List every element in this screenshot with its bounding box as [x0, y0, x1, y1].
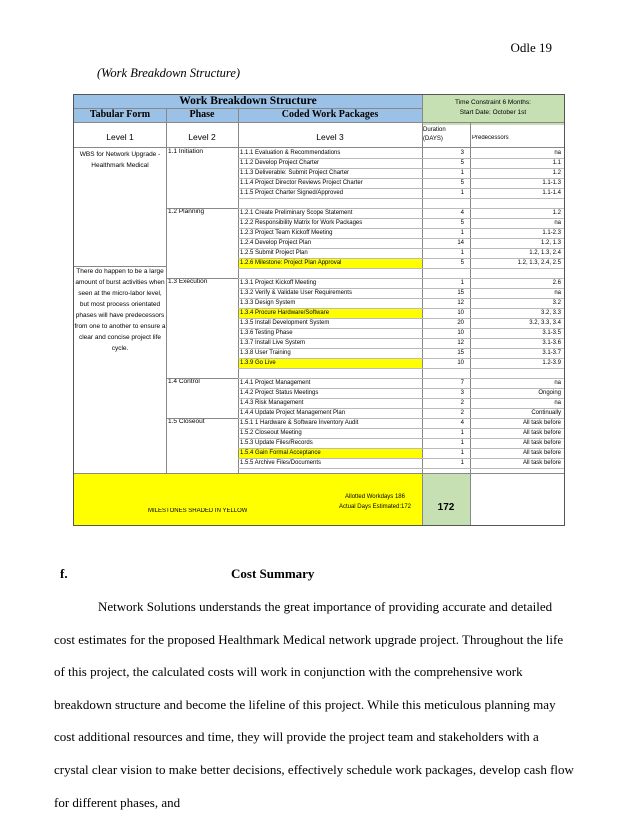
- row-line: [238, 268, 564, 269]
- row-line: [238, 408, 564, 409]
- table-row: [238, 238, 564, 248]
- row-duration: 7: [460, 380, 464, 386]
- row-duration: 15: [457, 350, 464, 356]
- grid-line: [166, 208, 238, 209]
- col-tabular-form: Tabular Form: [74, 108, 166, 122]
- row-duration: 4: [460, 210, 464, 216]
- row-line: [238, 378, 564, 379]
- total-days-cell: [422, 473, 470, 525]
- row-duration: 14: [457, 240, 464, 246]
- row-task: 1.3.9 Go Live: [240, 360, 276, 366]
- wbs-title: Work Breakdown Structure: [74, 95, 422, 108]
- table-row: [238, 328, 564, 338]
- grid-line: [166, 108, 167, 473]
- grid-line: [74, 108, 422, 109]
- row-predecessors: 3.1-3.7: [542, 350, 561, 356]
- row-line: [238, 168, 564, 169]
- row-predecessors: 3.2, 3.3, 3.4: [529, 320, 561, 326]
- table-row: [238, 378, 564, 388]
- row-duration: 10: [457, 310, 464, 316]
- page-number: Odle 19: [510, 40, 552, 55]
- col-phase: Phase: [166, 108, 238, 122]
- row-predecessors: 1.1-2.3: [542, 230, 561, 236]
- grid-line: [470, 122, 471, 525]
- row-line: [238, 248, 564, 249]
- row-predecessors: 3.1-3.5: [542, 330, 561, 336]
- duration-header: [423, 126, 446, 144]
- row-line: [238, 348, 564, 349]
- row-predecessors: 3.1-3.6: [542, 340, 561, 346]
- row-duration: 10: [457, 330, 464, 336]
- row-predecessors: na: [554, 150, 561, 156]
- row-task: 1.2.5 Submit Project Plan: [240, 250, 308, 256]
- phase-initiation: 1.1 Initiation: [168, 148, 204, 155]
- level1-wbs-label: WBS for Network Upgrade - Healthmark Medical: [79, 151, 161, 169]
- row-duration: 3: [460, 390, 464, 396]
- section-letter: f.: [60, 566, 68, 581]
- row-duration: 1: [460, 440, 464, 446]
- grid-line: [166, 278, 238, 279]
- row-line: [238, 308, 564, 309]
- row-line: [238, 298, 564, 299]
- grid-line: [166, 378, 238, 379]
- row-predecessors: na: [554, 220, 561, 226]
- row-line: [238, 258, 564, 259]
- phase-planning: 1.2 Planning: [168, 208, 205, 215]
- row-duration: 2: [460, 400, 464, 406]
- phase-execution: 1.3 Execution: [168, 278, 208, 285]
- total-days: 172: [437, 502, 455, 513]
- row-line: [238, 188, 564, 189]
- grid-line: [74, 473, 564, 474]
- row-duration: 1: [460, 450, 464, 456]
- grid-line: [74, 266, 166, 267]
- row-task: 1.2.3 Project Team Kickoff Meeting: [240, 230, 333, 236]
- body-paragraph: Network Solutions understands the great importance of providing accurate and detailed cost estimates for the proposed Healthmark Medical network upgrade project. Throughout the life of this project, the calculated costs will work in conjunction with the comprehensive work breakdown structure and become the lifeline of this project. While this meticulous planning may cost additional resources and time, they will provide the project team and stakeholders with a crystal clear vision to make better decisions, effectively schedule work packages, develop cash flow for different phases, and: [54, 599, 574, 810]
- allotted-line2: Actual Days Estimated:172: [338, 504, 412, 510]
- table-row-milestone: [238, 308, 564, 318]
- table-row: [238, 158, 564, 168]
- table-row: [238, 428, 564, 438]
- level1-header: Level 1: [106, 132, 134, 142]
- grid-line: [422, 95, 423, 525]
- table-row: [238, 458, 564, 468]
- table-row: [238, 408, 564, 418]
- row-predecessors: na: [554, 400, 561, 406]
- row-task: 1.3.5 Install Development System: [240, 320, 330, 326]
- row-task: 1.1.4 Project Director Reviews Project Charter: [240, 180, 363, 186]
- row-predecessors: 3.2: [552, 300, 561, 306]
- row-task: 1.2.6 Milestone: Project Plan Approval: [240, 260, 342, 266]
- row-predecessors: 1.2, 1.3, 2.4, 2.5: [517, 260, 561, 266]
- row-line: [238, 328, 564, 329]
- row-predecessors: All task before: [522, 440, 561, 446]
- row-task: 1.5.1 1 Hardware & Software Inventory Audit: [240, 420, 359, 426]
- row-line: [238, 178, 564, 179]
- row-line: [238, 428, 564, 429]
- row-task: 1.1.2 Develop Project Charter: [240, 160, 320, 166]
- row-line: [238, 318, 564, 319]
- row-line: [238, 368, 564, 369]
- row-task: 1.1.5 Project Charter Signed/Approved: [240, 190, 344, 196]
- row-duration: 1: [460, 430, 464, 436]
- row-duration: 20: [457, 320, 464, 326]
- row-predecessors: 1.2-3.9: [542, 360, 561, 366]
- row-line: [238, 358, 564, 359]
- row-predecessors: 1.1: [552, 160, 561, 166]
- allotted-line1: Allotted Workdays 186: [345, 494, 405, 500]
- row-duration: 1: [460, 280, 464, 286]
- row-task: 1.5.2 Closeout Meeting: [240, 430, 302, 436]
- table-row: [238, 348, 564, 358]
- duration-line2: (DAYS): [423, 136, 443, 142]
- table-row: [238, 248, 564, 258]
- grid-line: [166, 418, 238, 419]
- row-task: 1.5.4 Gain Formal Acceptance: [240, 450, 321, 456]
- row-predecessors: 1.2: [552, 170, 561, 176]
- row-line: [238, 418, 564, 419]
- row-line: [238, 398, 564, 399]
- table-row: [238, 188, 564, 198]
- time-constraint-line2: Start Date: October 1st: [459, 109, 527, 116]
- row-duration: 5: [460, 260, 464, 266]
- row-duration: 1: [460, 460, 464, 466]
- table-row: [238, 388, 564, 398]
- row-line: [238, 338, 564, 339]
- row-duration: 5: [460, 220, 464, 226]
- row-line: [238, 388, 564, 389]
- predecessors-header: Predecessors: [472, 135, 509, 141]
- row-predecessors: na: [554, 380, 561, 386]
- row-line: [238, 198, 564, 199]
- row-line: [238, 208, 564, 209]
- row-duration: 12: [457, 300, 464, 306]
- row-predecessors: 1.2: [552, 210, 561, 216]
- row-task: 1.3.2 Verify & Validate User Requirements: [240, 290, 352, 296]
- row-duration: 10: [457, 360, 464, 366]
- row-line: [238, 228, 564, 229]
- row-predecessors: 1.2, 1.3, 2.4: [529, 250, 561, 256]
- row-duration: 15: [457, 290, 464, 296]
- row-predecessors: 2.6: [552, 280, 561, 286]
- row-line: [238, 438, 564, 439]
- table-row-milestone: [238, 258, 564, 268]
- level2-header: Level 2: [188, 132, 216, 142]
- row-duration: 2: [460, 410, 464, 416]
- row-duration: 1: [460, 190, 464, 196]
- row-predecessors: 1.2, 1.3: [540, 240, 561, 246]
- row-task: 1.3.8 User Training: [240, 350, 291, 356]
- row-predecessors: All task before: [522, 420, 561, 426]
- row-duration: 5: [460, 180, 464, 186]
- row-task: 1.3.4 Procure Hardware/Software: [240, 310, 330, 316]
- row-duration: 5: [460, 160, 464, 166]
- col-coded-work-packages: Coded Work Packages: [238, 108, 422, 122]
- table-row: [238, 218, 564, 228]
- time-constraint: [422, 95, 564, 125]
- row-task: 1.5.5 Archive Files/Documents: [240, 460, 322, 466]
- row-task: 1.3.6 Testing Phase: [240, 330, 293, 336]
- table-row: [238, 318, 564, 328]
- row-task: 1.4.1 Project Management: [240, 380, 311, 386]
- wbs-table: [73, 94, 565, 526]
- phase-control: 1.4 Control: [168, 378, 200, 385]
- row-task: 1.1.1 Evaluation & Recommendations: [240, 150, 341, 156]
- phase-closeout: 1.5 Closeout: [168, 418, 205, 425]
- row-task: 1.4.4 Update Project Management Plan: [240, 410, 346, 416]
- row-task: 1.4.2 Project Status Meetings: [240, 390, 319, 396]
- row-duration: 4: [460, 420, 464, 426]
- table-row: [238, 148, 564, 158]
- row-task: 1.3.7 Install Live System: [240, 340, 306, 346]
- row-task: 1.1.3 Deliverable: Submit Project Charter: [240, 170, 350, 176]
- row-predecessors: All task before: [522, 460, 561, 466]
- row-predecessors: 1.1-1.4: [542, 190, 561, 196]
- row-duration: 3: [460, 150, 464, 156]
- row-task: 1.4.3 Risk Management: [240, 400, 304, 406]
- level1-note: There do happen to be a large amount of burst activities when seen at the micro-labor level, but most process orientated phases will have predecessors from one to another to ensure a clear and concise project life cycle.: [74, 268, 166, 352]
- row-task: 1.3.1 Project Kickoff Meeting: [240, 280, 317, 286]
- row-task: 1.5.3 Update Files/Records: [240, 440, 313, 446]
- table-row: [238, 438, 564, 448]
- row-task: 1.3.3 Design System: [240, 300, 296, 306]
- table-row: [238, 208, 564, 218]
- row-predecessors: 3.2, 3.3: [540, 310, 561, 316]
- row-predecessors: All task before: [522, 450, 561, 456]
- table-row-milestone: [238, 448, 564, 458]
- row-task: 1.2.4 Develop Project Plan: [240, 240, 312, 246]
- row-predecessors: Continually: [531, 410, 561, 416]
- row-duration: 1: [460, 250, 464, 256]
- table-row-milestone: [238, 358, 564, 368]
- row-line: [238, 458, 564, 459]
- table-row: [238, 288, 564, 298]
- row-predecessors: 1.1-1.3: [542, 180, 561, 186]
- row-line: [238, 238, 564, 239]
- row-line: [238, 468, 564, 469]
- table-row: [238, 398, 564, 408]
- table-row: [238, 178, 564, 188]
- table-row: [238, 168, 564, 178]
- row-predecessors: na: [554, 290, 561, 296]
- table-row: [238, 298, 564, 308]
- table-row: [238, 338, 564, 348]
- figure-caption: (Work Breakdown Structure): [97, 66, 241, 80]
- table-row: [238, 278, 564, 288]
- row-line: [238, 278, 564, 279]
- time-constraint-line1: Time Constraint 6 Months:: [455, 99, 531, 106]
- row-line: [238, 218, 564, 219]
- row-task: 1.2.1 Create Preliminary Scope Statement: [240, 210, 353, 216]
- grid-line: [74, 147, 564, 148]
- table-row: [238, 418, 564, 428]
- row-line: [238, 288, 564, 289]
- duration-line1: Duration: [423, 127, 446, 133]
- row-line: [238, 448, 564, 449]
- allotted-workdays: [328, 492, 422, 512]
- row-duration: 12: [457, 340, 464, 346]
- row-duration: 1: [460, 230, 464, 236]
- row-line: [238, 158, 564, 159]
- row-duration: 1: [460, 170, 464, 176]
- row-task: 1.2.2 Responsibility Matrix for Work Packages: [240, 220, 363, 226]
- milestones-label: MILESTONES SHADED IN YELLOW: [148, 508, 248, 514]
- level3-header: Level 3: [316, 132, 344, 142]
- table-row: [238, 228, 564, 238]
- row-predecessors: Ongoing: [538, 390, 561, 396]
- grid-line: [74, 122, 564, 123]
- section-title: Cost Summary: [231, 566, 315, 581]
- row-predecessors: All task before: [522, 430, 561, 436]
